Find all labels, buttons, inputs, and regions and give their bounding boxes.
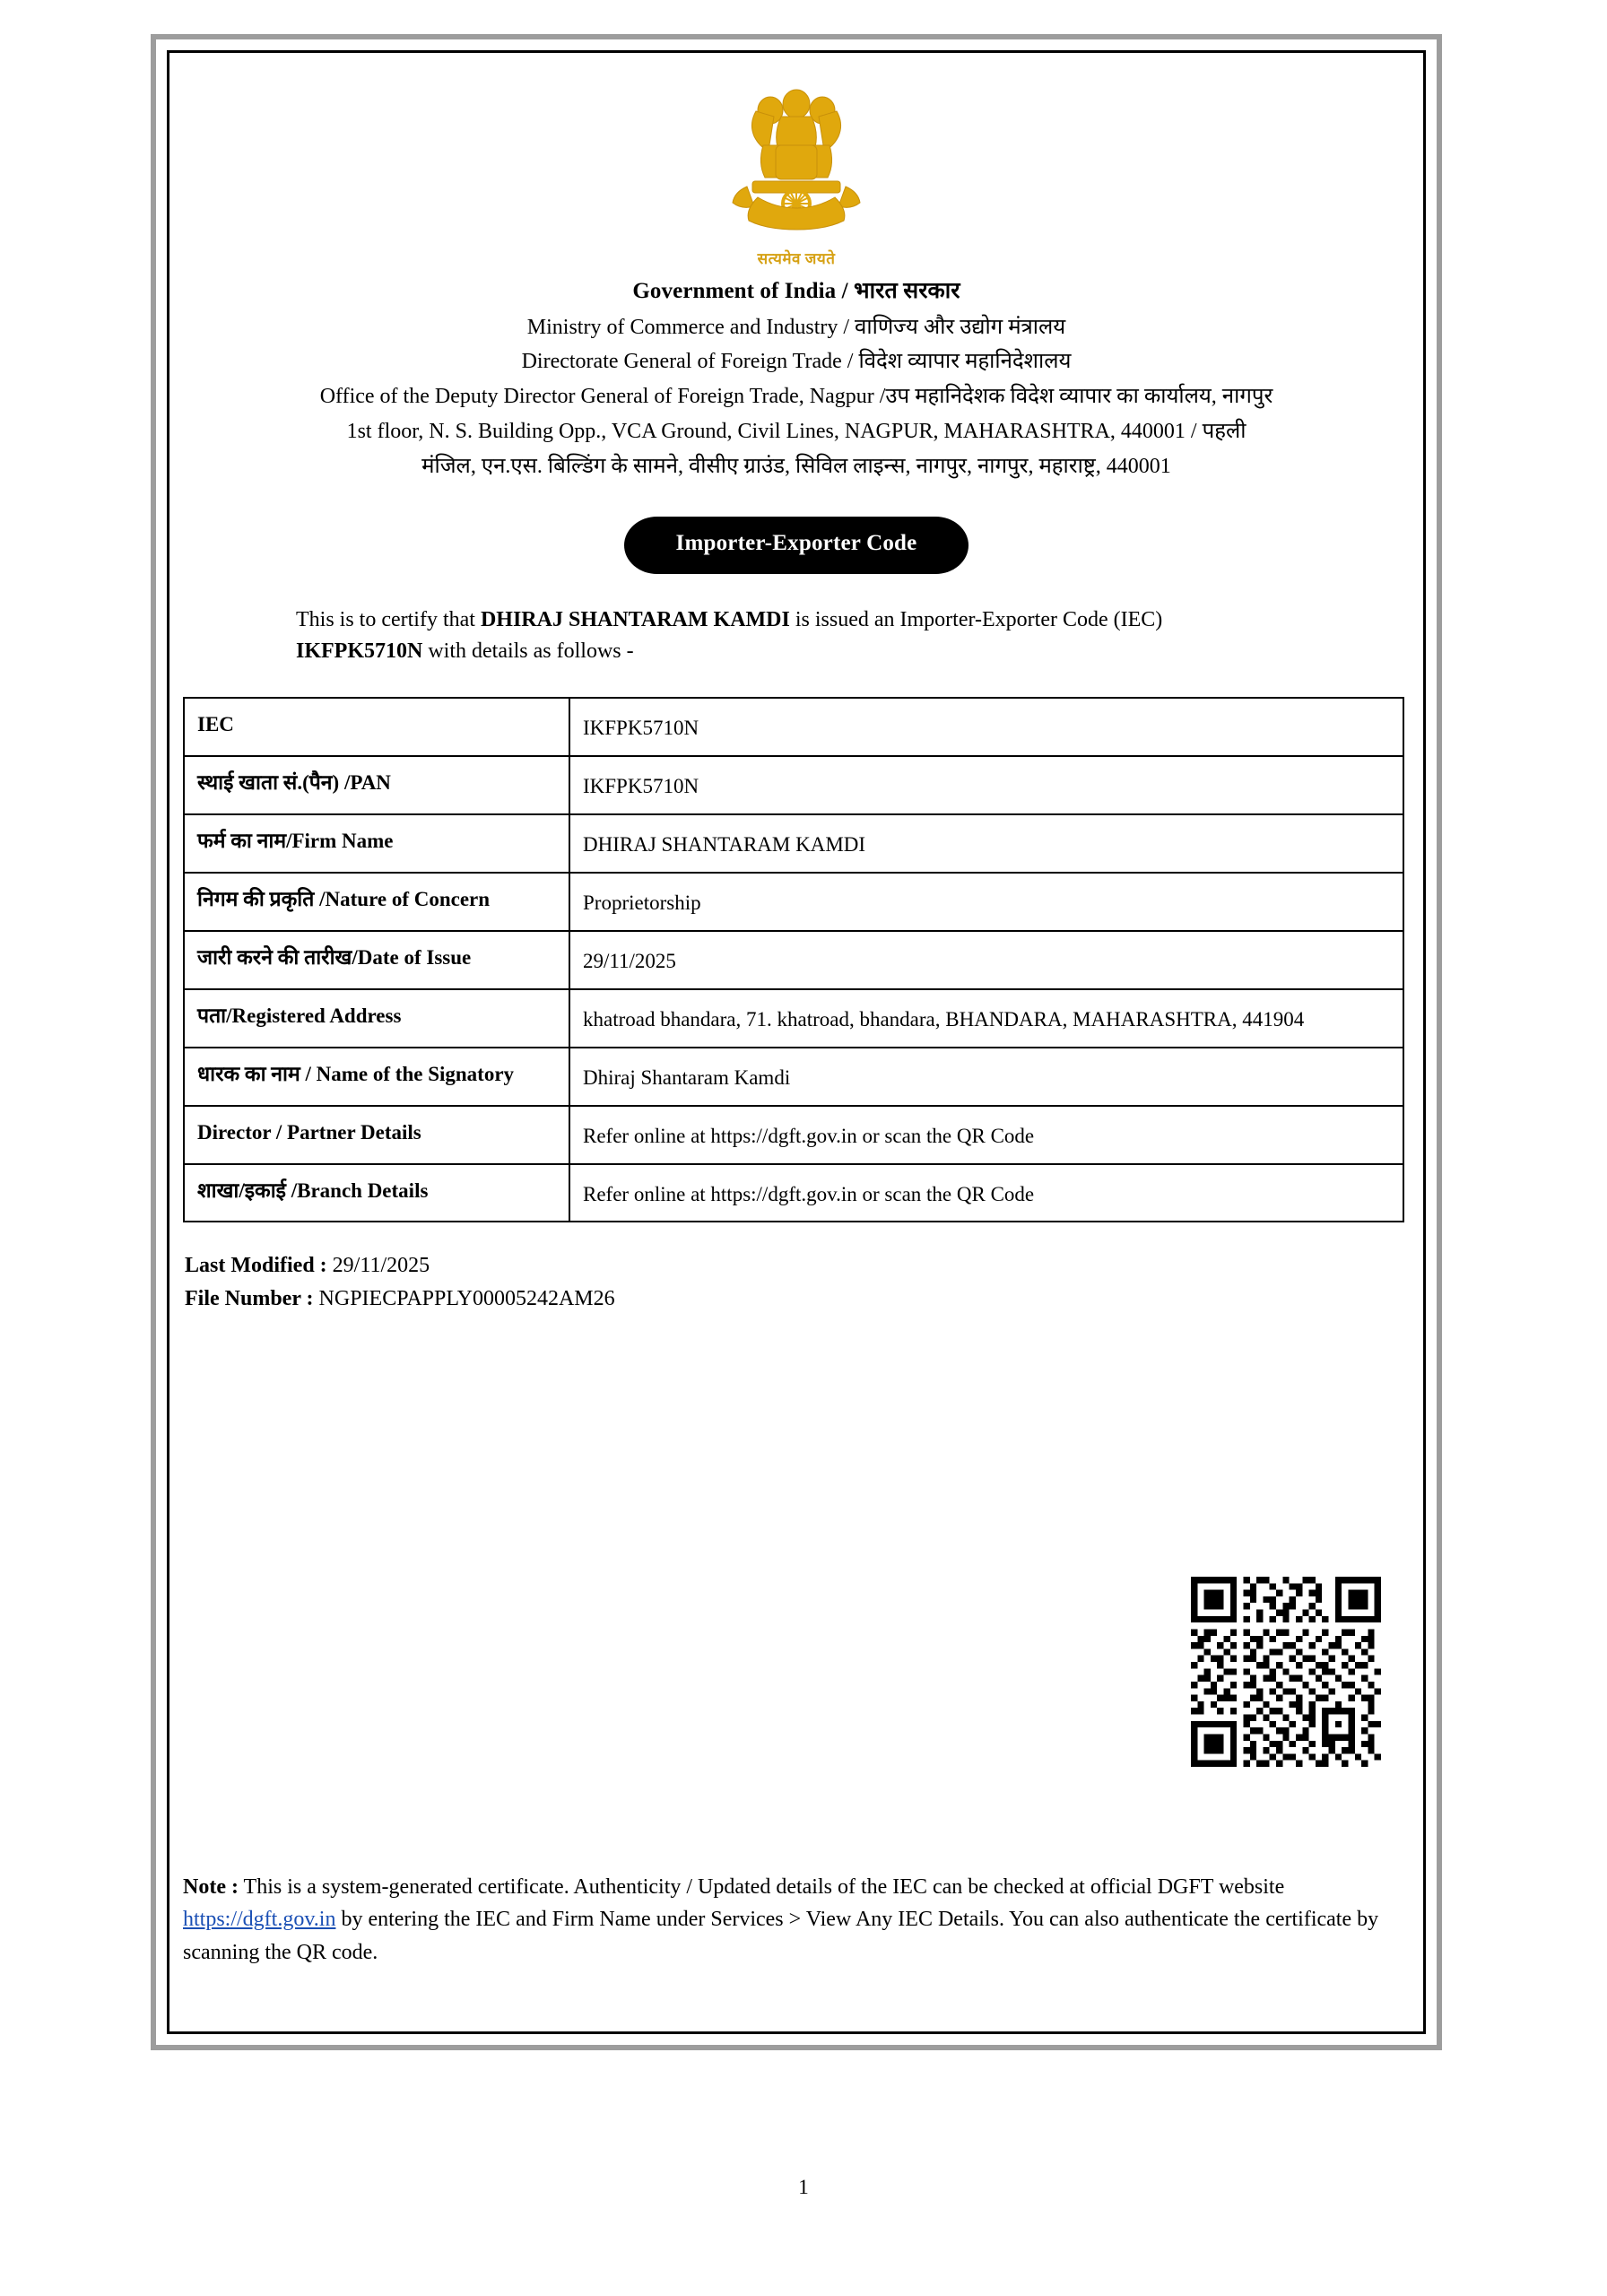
file-number-line [185,1283,1415,1315]
national-emblem-block [178,81,1415,274]
heading-address-line1: 1st floor, N. S. Building Opp., VCA Ground, Civil Lines, NAGPUR, MAHARASHTRA, 440001 / पहली [346,420,1247,444]
row-value-firm-name: DHIRAJ SHANTARAM KAMDI [569,814,1403,873]
table-row [184,1106,1403,1164]
file-number-label: File Number : [185,1286,314,1310]
table-row [184,1164,1403,1222]
certify-paragraph [296,604,1220,668]
heading-block [178,274,1415,484]
row-value-signatory: Dhiraj Shantaram Kamdi [569,1048,1403,1106]
footer-note [183,1871,1394,1969]
row-value-director-partner: Refer online at https://dgft.gov.in or scan the QR Code [569,1106,1403,1164]
row-value-iec: IKFPK5710N [569,698,1403,756]
document-title-badge: Importer-Exporter Code [624,517,969,574]
emblem-motto: सत्यमेव जयते [757,250,836,267]
last-modified-label: Last Modified : [185,1254,327,1278]
row-label-nature-of-concern: निगम की प्रकृति /Nature of Concern [184,873,569,931]
title-pill-wrap [178,517,1415,574]
heading-address-line2: मंजिल, एन.एस. बिल्डिंग के सामने, वीसीए ग्राउंड, सिविल लाइन्स, नागपुर, नागपुर, महाराष्ट्र, 440001 [421,455,1171,478]
table-row [184,873,1403,931]
row-value-registered-address: khatroad bhandara, 71. khatroad, bhandara, BHANDARA, MAHARASHTRA, 441904 [569,989,1403,1048]
note-label: Note : [183,1875,239,1899]
table-row [184,698,1403,756]
row-label-branch-details: शाखा/इकाई /Branch Details [184,1164,569,1222]
certify-mid: is issued an Importer-Exporter Code (IEC) [789,607,1163,631]
row-label-signatory: धारक का नाम / Name of the Signatory [184,1048,569,1106]
row-value-pan: IKFPK5710N [569,756,1403,814]
qr-code[interactable] [1191,1577,1381,1767]
last-modified-line [185,1249,1415,1282]
table-row [184,756,1403,814]
certify-prefix: This is to certify that [296,607,481,631]
note-text-part2: by entering the IEC and Firm Name under Services > View Any IEC Details. You can also authenticate the certificate by scanning the QR code. [183,1908,1379,1964]
row-label-registered-address: पता/Registered Address [184,989,569,1048]
heading-office: Office of the Deputy Director General of Foreign Trade, Nagpur /उप महानिदेशक विदेश व्यापार का कार्यालय, नागपुर [319,385,1273,409]
certify-iec-value: IKFPK5710N [296,639,423,664]
table-row [184,814,1403,873]
table-row [184,931,1403,989]
row-label-firm-name: फर्म का नाम/Firm Name [184,814,569,873]
dgft-website-link[interactable]: https://dgft.gov.in [183,1908,336,1932]
row-label-iec: IEC [184,698,569,756]
last-modified-value: 29/11/2025 [332,1254,430,1278]
certify-holder-name: DHIRAJ SHANTARAM KAMDI [480,607,790,631]
page-number: 1 [798,2176,809,2198]
file-number-value: NGPIECPAPPLY00005242AM26 [318,1286,615,1310]
row-value-nature-of-concern: Proprietorship [569,873,1403,931]
row-label-date-of-issue: जारी करने की तारीख/Date of Issue [184,931,569,989]
certificate-content [178,61,1415,2023]
row-label-pan: स्थाई खाता सं.(पैन) /PAN [184,756,569,814]
table-row [184,1048,1403,1106]
heading-government: Government of India / भारत सरकार [632,279,960,303]
note-text-part1: This is a system-generated certificate. Authenticity / Updated details of the IEC can be checked at official DGFT website [238,1875,1285,1899]
certify-suffix: with details as follows - [422,639,634,664]
document-meta [185,1249,1415,1315]
heading-directorate: Directorate General of Foreign Trade / विदेश व्यापार महानिदेशालय [521,350,1072,374]
table-row [184,989,1403,1048]
iec-details-table [183,697,1404,1223]
heading-ministry: Ministry of Commerce and Industry / वाणिज्य और उद्योग मंत्रालय [526,315,1066,339]
ashoka-emblem-icon [711,81,882,251]
row-label-director-partner: Director / Partner Details [184,1106,569,1164]
row-value-date-of-issue: 29/11/2025 [569,931,1403,989]
row-value-branch-details: Refer online at https://dgft.gov.in or scan the QR Code [569,1164,1403,1222]
